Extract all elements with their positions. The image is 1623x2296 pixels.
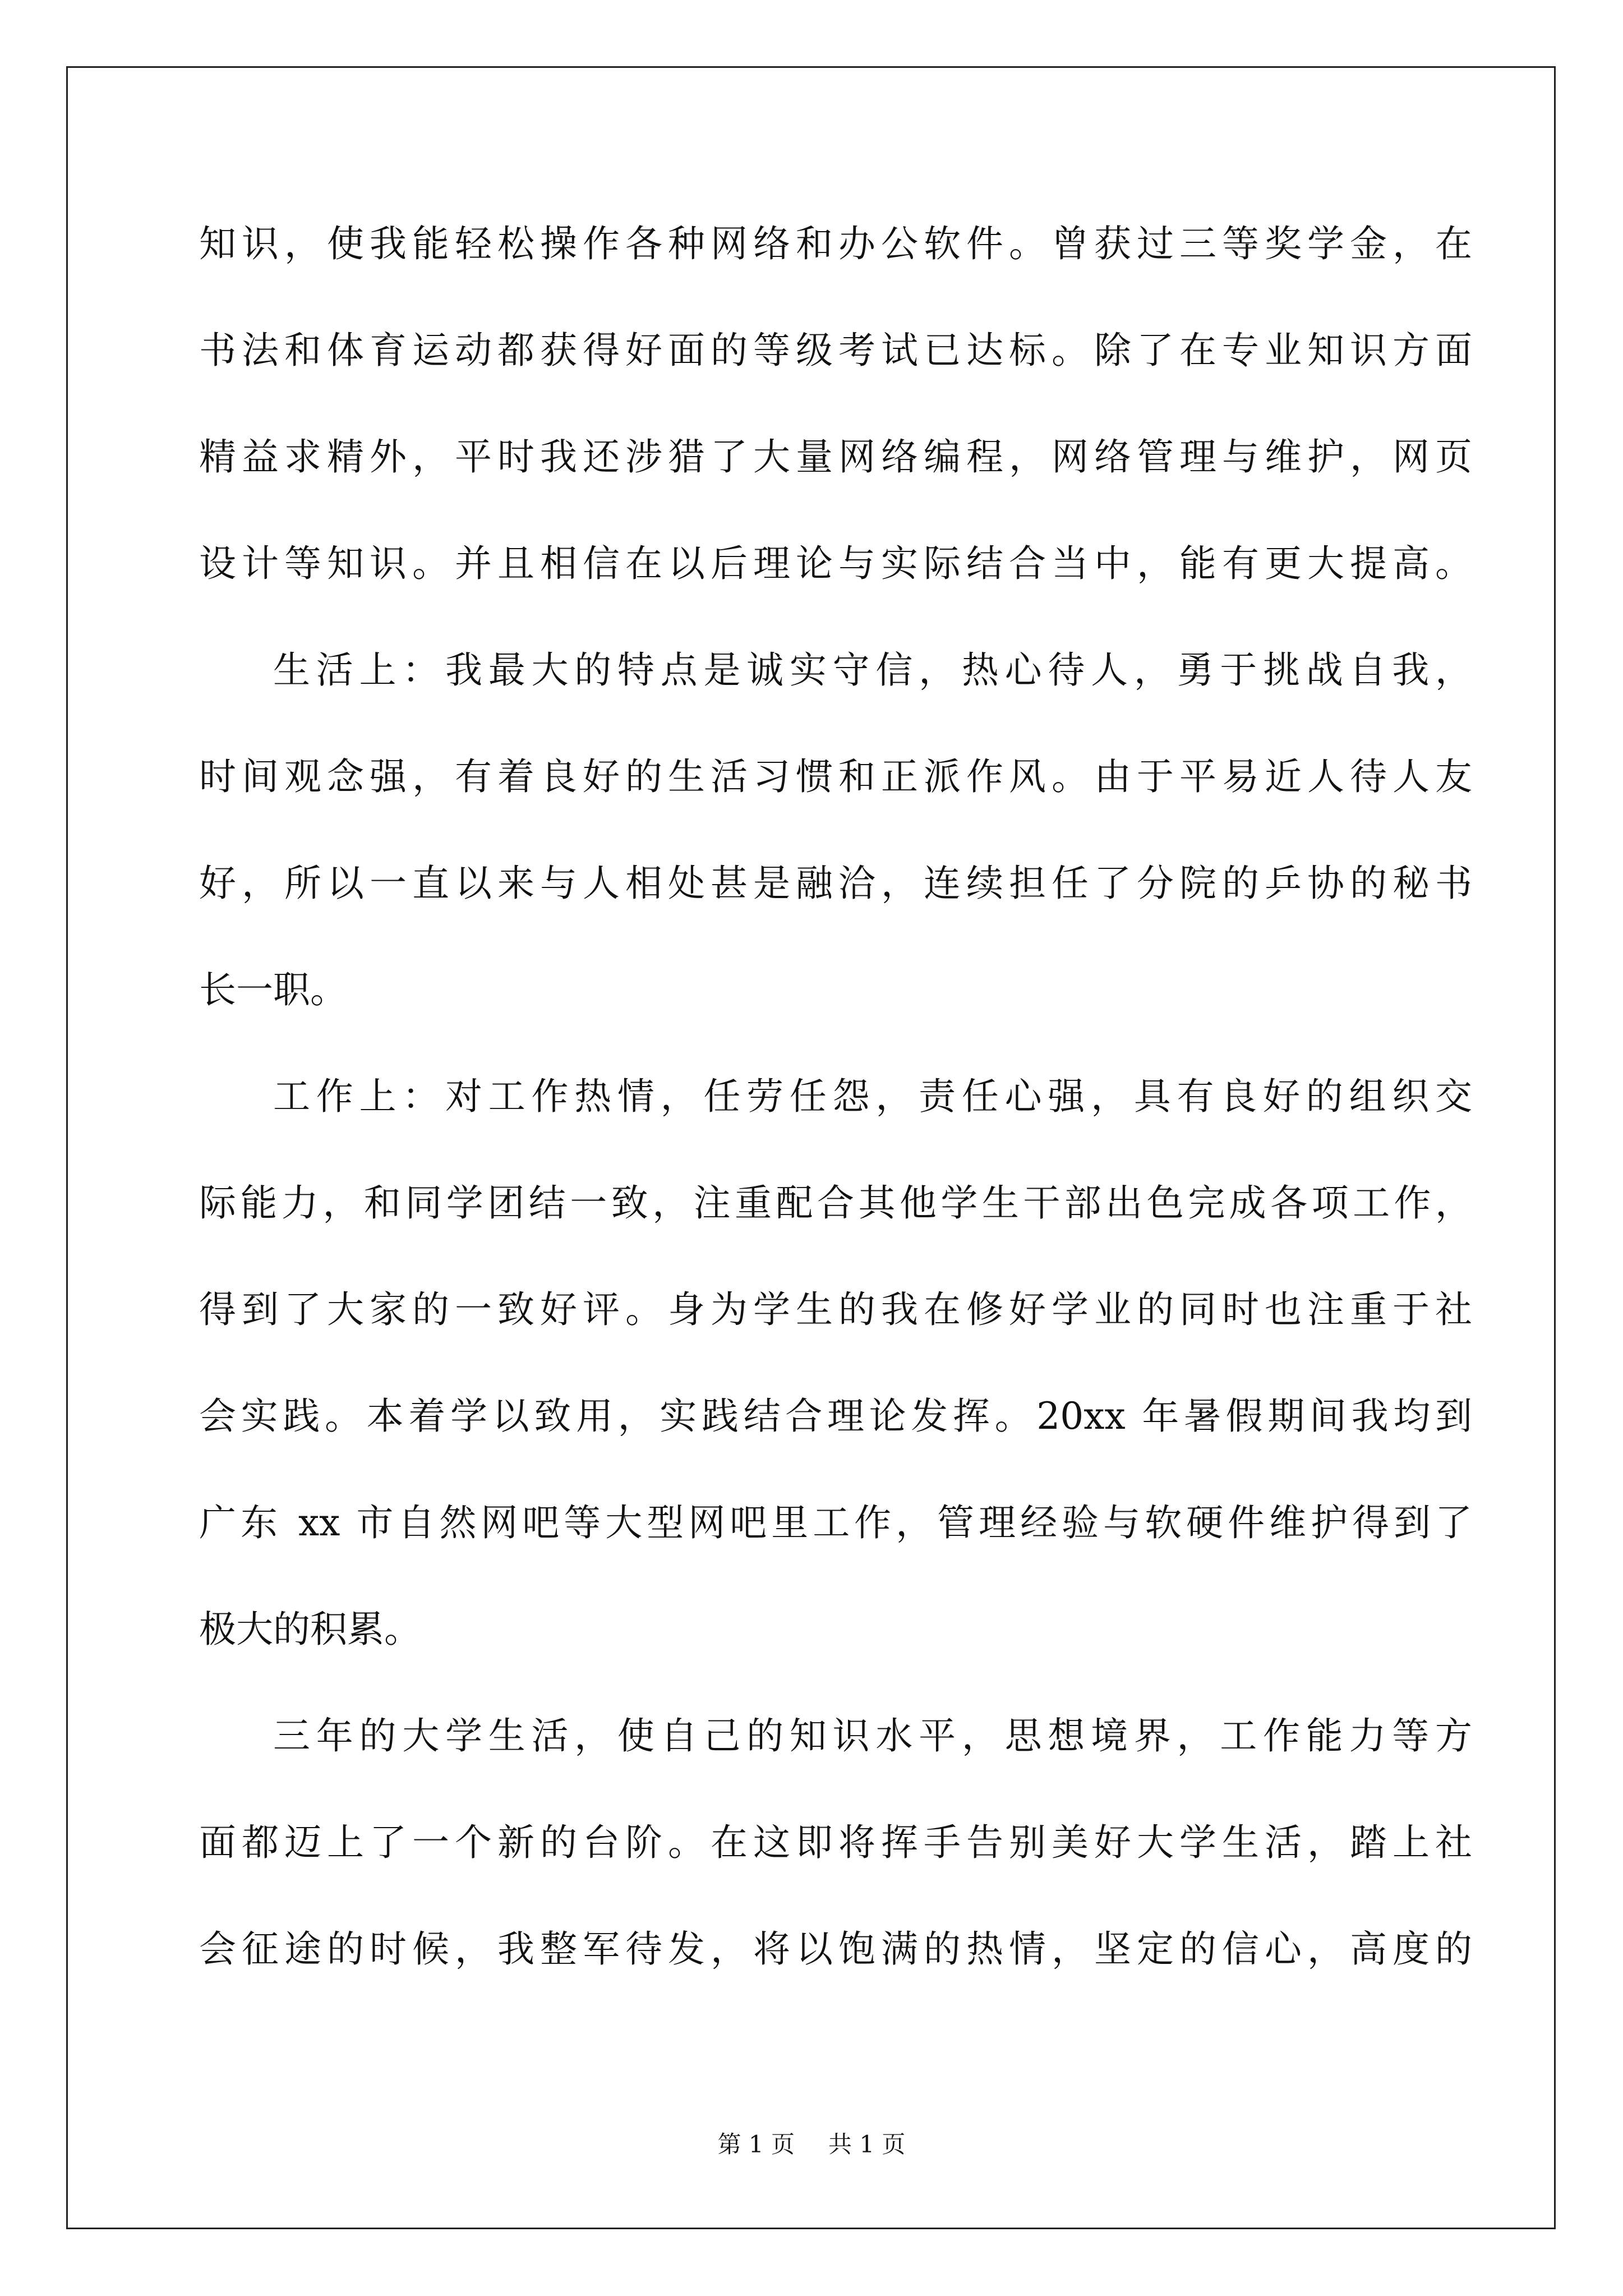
- text-line: 长一职。: [199, 968, 347, 1011]
- text-line: 知识，使我能轻松操作各种网络和办公软件。曾获过三等奖学金，在: [199, 222, 1472, 265]
- text-line: 广东 xx 市自然网吧等大型网吧里工作，管理经验与软硬件维护得到了: [199, 1501, 1472, 1544]
- paragraph-first-line: 生活上：我最大的特点是诚实守信，热心待人，勇于挑战自我，: [273, 648, 1472, 692]
- text-line: 好，所以一直以来与人相处甚是融洽，连续担任了分院的乒协的秘书: [199, 862, 1472, 905]
- text-line: 会实践。本着学以致用，实践结合理论发挥。20xx 年暑假期间我均到: [199, 1395, 1472, 1438]
- paragraph-first-line: 三年的大学生活，使自己的知识水平，思想境界，工作能力等方: [273, 1714, 1472, 1757]
- paragraph-first-line: 工作上：对工作热情，任劳任怨，责任心强，具有良好的组织交: [273, 1075, 1472, 1118]
- text-line: 设计等知识。并且相信在以后理论与实际结合当中，能有更大提高。: [199, 542, 1472, 585]
- page-number: 第 1 页: [717, 2131, 795, 2158]
- page-count: 共 1 页: [828, 2131, 906, 2158]
- text-line: 得到了大家的一致好评。身为学生的我在修好学业的同时也注重于社: [199, 1288, 1472, 1331]
- text-line: 时间观念强，有着良好的生活习惯和正派作风。由于平易近人待人友: [199, 755, 1472, 798]
- text-line: 极大的积累。: [199, 1608, 421, 1651]
- page-footer: [0, 2126, 1623, 2160]
- text-line: 面都迈上了一个新的台阶。在这即将挥手告别美好大学生活，踏上社: [199, 1821, 1472, 1864]
- text-line: 精益求精外，平时我还涉猎了大量网络编程，网络管理与维护，网页: [199, 435, 1472, 478]
- document-body: [199, 213, 1472, 2025]
- text-line: 书法和体育运动都获得好面的等级考试已达标。除了在专业知识方面: [199, 329, 1472, 372]
- text-line: 会征途的时候，我整军待发，将以饱满的热情，坚定的信心，高度的: [199, 1927, 1472, 1971]
- text-line: 际能力，和同学团结一致，注重配合其他学生干部出色完成各项工作，: [199, 1181, 1472, 1225]
